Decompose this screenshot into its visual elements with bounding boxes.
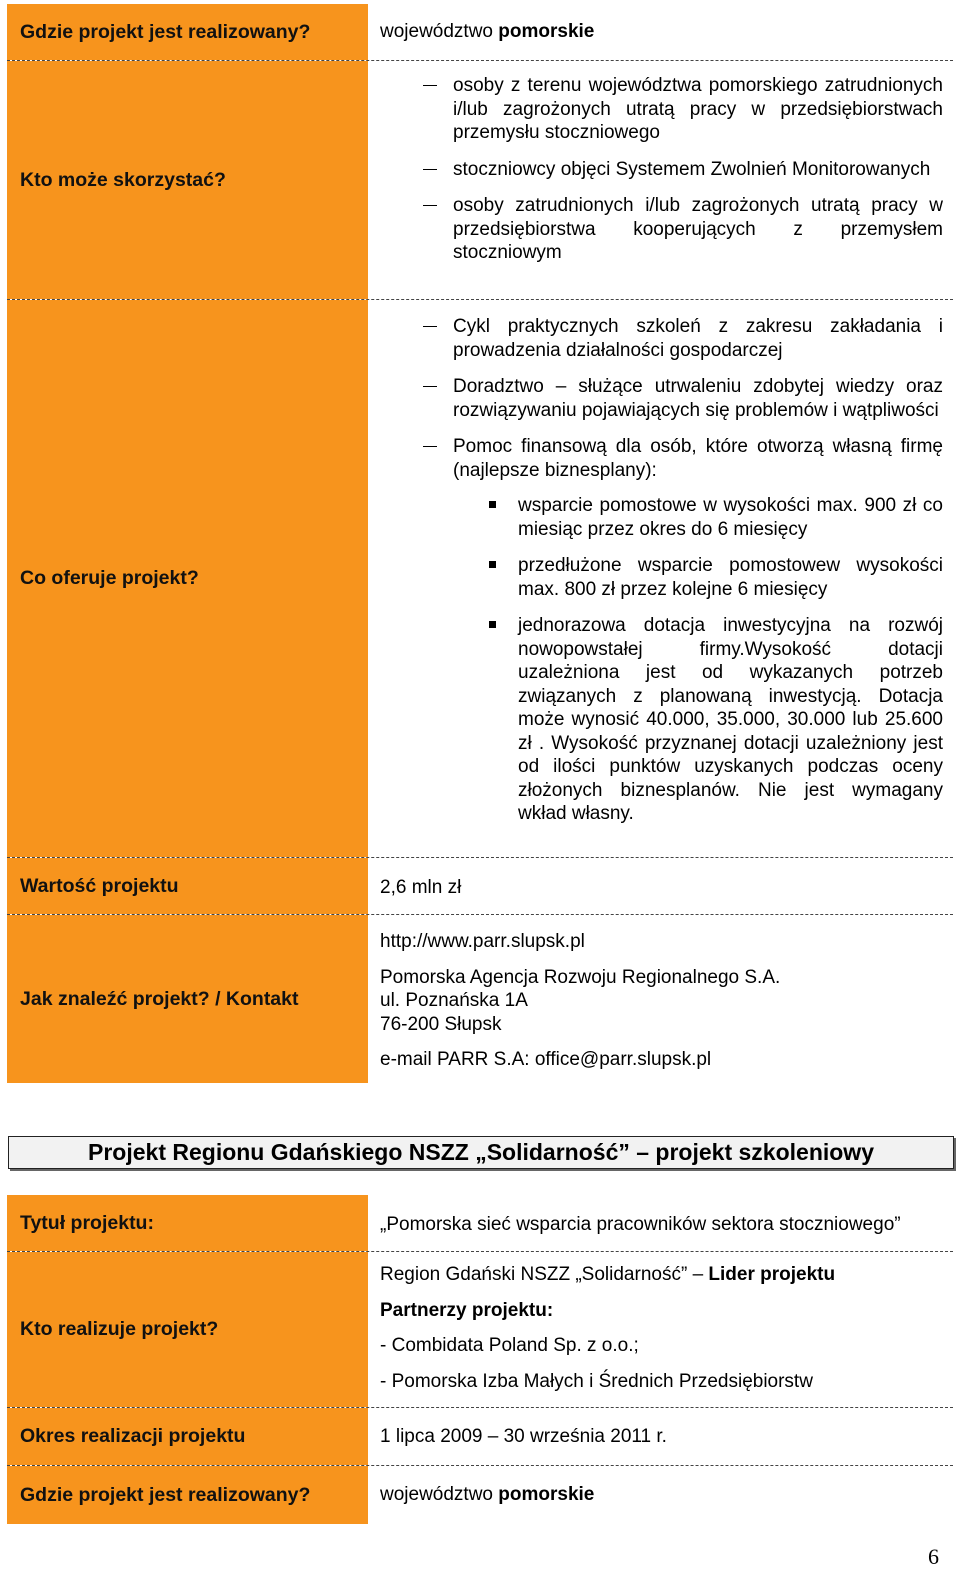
- list-item: wsparcie pomostowe w wysokości max. 900 zł co miesiąc przez okres do 6 miesięcy: [380, 494, 943, 541]
- financial-support-list: [380, 494, 943, 826]
- value-kontakt: [368, 915, 953, 1083]
- label-realizuje: Kto realizuje projekt?: [7, 1252, 368, 1407]
- list-item: osoby zatrudnionych i/lub zagrożonych utratą pracy w przedsiębiorstwa kooperujących z przemysłem stoczniowym: [380, 194, 943, 265]
- list-item: jednorazowa dotacja inwestycyjna na rozwój nowopowstałej firmy.Wysokość dotacji uzależniona jest od wykazanych potrzeb związanych z planowaną inwestycją. Dotacja może wynosić 40.000, 35.000, 30.000 lub 25.600 zł . Wysokość przyznanej dotacji uzależniony jest od ilości punktów uzyskanych podczas oceny złożonych biznesplanów. Nie jest wymagany wkład własny.: [380, 614, 943, 826]
- contact-email[interactable]: e-mail PARR S.A: office@parr.slupsk.pl: [380, 1049, 712, 1070]
- project-url-link[interactable]: http://www.parr.slupsk.pl: [380, 931, 585, 952]
- list-item: Pomoc finansową dla osób, które otworzą własną firmę (najlepsze biznesplany):: [380, 435, 943, 482]
- label-okres: Okres realizacji projektu: [7, 1408, 368, 1465]
- value-realizuje: [368, 1252, 953, 1407]
- value-oferta: [368, 300, 953, 857]
- value-kto: [368, 61, 953, 299]
- row-okres: [7, 1408, 953, 1465]
- value-gdzie: województwo pomorskie: [380, 21, 595, 43]
- row-wartosc: [7, 858, 953, 914]
- project-table-1: [7, 4, 953, 1083]
- label-oferta: Co oferuje projekt?: [7, 300, 368, 857]
- page-number: 6: [928, 1544, 939, 1569]
- row-kto: [7, 61, 953, 299]
- row-tytul: [7, 1195, 953, 1251]
- label-wartosc: Wartość projektu: [7, 858, 368, 914]
- list-item: stoczniowcy objęci Systemem Zwolnień Monitorowanych: [380, 158, 943, 182]
- project-table-2: [7, 1195, 953, 1524]
- row-kontakt: [7, 915, 953, 1083]
- list-item: osoby z terenu województwa pomorskiego zatrudnionych i/lub zagrożonych utratą pracy w przedsiębiorstwach przemysłu stoczniowego: [380, 74, 943, 145]
- list-item: Doradztwo – służące utrwaleniu zdobytej wiedzy oraz rozwiązywaniu pojawiających się problemów i wątpliwości: [380, 375, 943, 422]
- project-leader: Region Gdański NSZZ „Solidarność” – Lider projektu: [380, 1264, 836, 1285]
- row-realizuje: [7, 1252, 953, 1407]
- value-okres: 1 lipca 2009 – 30 września 2011 r.: [380, 1425, 667, 1447]
- contact-org: Pomorska Agencja Rozwoju Regionalnego S.A.: [380, 966, 781, 988]
- eligibility-list: [380, 74, 943, 265]
- project-banner-title: Projekt Regionu Gdańskiego NSZZ „Solidarność” – projekt szkoleniowy: [8, 1136, 954, 1169]
- row-gdzie-2: [7, 1466, 953, 1524]
- label-kto: Kto może skorzystać?: [7, 61, 368, 299]
- value-gdzie-2: województwo pomorskie: [380, 1484, 595, 1506]
- contact-city: 76-200 Słupsk: [380, 1013, 502, 1035]
- value-wartosc: 2,6 mln zł: [380, 877, 462, 899]
- offer-list: [380, 315, 943, 482]
- row-gdzie: [7, 4, 953, 60]
- label-tytul: Tytuł projektu:: [7, 1195, 368, 1251]
- partner-item: - Combidata Poland Sp. z o.o.;: [380, 1335, 639, 1356]
- partner-item: - Pomorska Izba Małych i Średnich Przedsiębiorstw: [380, 1370, 813, 1392]
- label-gdzie-2: Gdzie projekt jest realizowany?: [7, 1466, 368, 1524]
- partners-heading: Partnerzy projektu:: [380, 1299, 554, 1321]
- label-kontakt: Jak znaleźć projekt? / Kontakt: [7, 915, 368, 1083]
- value-tytul: „Pomorska sieć wsparcia pracowników sektora stoczniowego”: [380, 1214, 901, 1236]
- row-oferta: [7, 300, 953, 857]
- list-item: przedłużone wsparcie pomostowew wysokości max. 800 zł przez kolejne 6 miesięcy: [380, 554, 943, 601]
- contact-street: ul. Poznańska 1A: [380, 990, 528, 1011]
- label-gdzie: Gdzie projekt jest realizowany?: [7, 4, 368, 60]
- list-item: Cykl praktycznych szkoleń z zakresu zakładania i prowadzenia działalności gospodarczej: [380, 315, 943, 362]
